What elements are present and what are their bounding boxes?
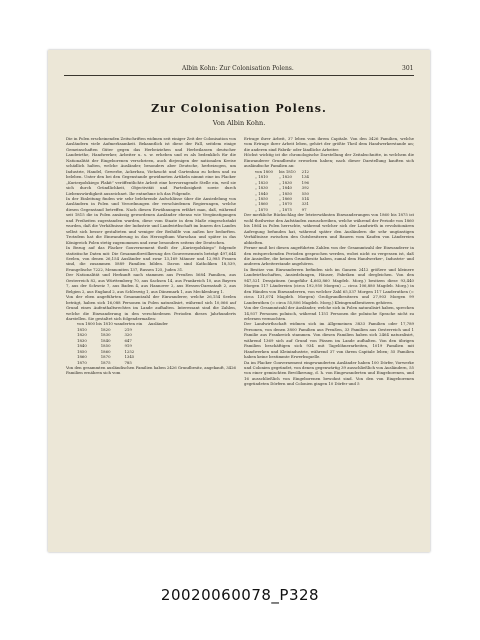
table-cell-to: „ 1860 — [278, 195, 292, 201]
paragraph: Von den gesammten ausländischen Familien haben 2426 Grundbesitz, angekauft, 3426 Familien ernähren sich vom — [66, 365, 236, 376]
paragraph: Der merkliche Rückschlag der letzterwähnten Einwanderungen von 1860 bis 1875 ist wohl theilweise den Aufständen zuzuschreiben, welche während der Periode von 1860 bis 1864 in Polen herrschte, während welcher sich der Landwirth in revolutionären Aufregung befunden hat, während später den Ausländern die sehr ungünstigen Verhältnisse zwischen den Gutsbesitzern und Bauern vom Kaufen von Ländereien abhielten. — [244, 212, 414, 245]
table-cell-from: „ 1870 — [255, 206, 268, 212]
paragraph: Da im Placker Gouvernement eingewanderten Ausländer haben 100 Dörfer, Vorwerke und Colonien gegründet, von denen gegenwärtig 39 ausschließlich von Ausländern, 55 von einer gemischten Bevölkerung, d. h. von Eingewanderten und Eingeborenen, und 16 ausschließlich von Eingeborenen bewohnt sind. Von den von Eingeborenen gegründeten Dörfern und Colonien gingen 10 Dörfer und 5 — [244, 359, 414, 387]
table-cell-from: 1860 — [77, 354, 87, 360]
table-cell-from: „ 1830 — [255, 185, 268, 191]
page-number: 301 — [402, 65, 414, 72]
header-rule — [64, 75, 414, 76]
table-cell-to: bis 1810 — [278, 168, 296, 174]
article-title: Zur Colonisation Polens. — [151, 102, 327, 115]
table-cell-to: 1875 — [100, 359, 111, 365]
table-cell-from: „ 1860 — [255, 201, 268, 207]
table-cell-from: 1840 — [77, 343, 87, 349]
table-intro: von 1800 bis 1810 wanderten ein — [77, 321, 143, 327]
table-cell-value: 219 — [124, 326, 132, 332]
table-cell-to: 1840 — [100, 337, 111, 343]
table-cell-from: 1850 — [77, 348, 87, 354]
paragraph: Ferner muß bei diesen angeführten Zahlen von der Gesammtzahl der Einwanderer in den entsprechenden Perioden gesprochen werden, wobei nicht zu vergessen ist, daß die Ansiedler, die keinen Grundbesitz haben, zumal dem Handwerker-, Industrie- und anderen Arbeiterstande angehören. — [244, 245, 414, 267]
table-cell-from: 1820 — [77, 332, 87, 338]
article-author: Von Albin Kohn. — [212, 119, 266, 127]
table-cell-value: 647 — [124, 337, 132, 343]
paragraph: In Besitze von Einwanderern befinden sich im Ganzen 2412 größere und kleinere Landwirthschaften, Ansiedelungen, Häuser, Fabriken und dergleichen. Von den 947,521 Dessjatinen (ungefähr 4,663,860 Magdeb. Morg.) besitzen diese 93,440 Morgen 117 Ländereien (circa 192,950 Morgen) — circa 106,880 Magdeb. Morg.) in den Händen von Einwanderern, von welcher Zahl 65,537 Morgen 117 Landeruthen (= circa 131,074 Magdeb. Morgen) Großgrundbesitzern und 27,903 Morgen 99 Landeruthen (= circa 55,806 Magdeb. Morg.) Kleingrundbesitzern gehören. — [244, 266, 414, 305]
table-row — [252, 185, 312, 190]
paragraph: In der Einleitung finden wir sehr belehrende Aufschlüsse über die Ansiedelung von Ausländern in Polen und Verordnungen der verschiedenen Regierungen, welche diesen Gegenstand betreffen. Nach diesen Erwähnungen erfährt man, daß, während seit 1815 die in Polen ansässig gewordenen Ausländer ebenso wie Vergünstigungen und Freiheiten zugestanden wurden, diese vom Staate in dem Maße eingeschränkt wurden, daß die Verhältnisse der Industrie und Landwirthschaft im Innern des Landes selbst sich besser gestalteten und weniger der Beihülfe von außen her bedurften. Trotzdem hat die Einwanderung in das Herzogthum Warschau und später in das Königreich Polen stetig zugenommen und zwar besonders seitens der Deutschen. — [66, 195, 236, 245]
table-cell-value: 1345 — [124, 354, 135, 360]
table-cell-to: 1830 — [100, 332, 111, 338]
table-unit: Ausländer — [148, 321, 168, 327]
table-row — [252, 174, 312, 179]
table-cell-to: „ 1820 — [278, 174, 292, 180]
paragraph: Der Nationalität und Herkunft nach stammen aus Preußen 5684 Familien, aus Oesterreich 82, aus Württemberg 70, aus Sachsen 14, aus Frankreich 10, aus Bayern 7, aus der Schweiz 7, aus Baden 4, aus Hannover 2, aus Hessen-Darmstadt 2, aus Belgien 2, aus England 2, aus Schleswig 1, aus Dänemark 1, aus Mecklenburg 1. — [66, 272, 236, 294]
table-cell-from: „ 1850 — [255, 195, 268, 201]
table-cell-value: 785 — [124, 359, 132, 365]
table-cell-value: 97 — [301, 206, 307, 212]
paragraph: Ertrage ihrer Arbeit, 37 leben vom ihrem Capitale. Von den 3426 Familien, welche vom Ertrage ihrer Arbeit leben, gehört der größte Theil dem Handwerkerstande an; die anderen sind Fabrik- oder ländliche Arbeiter. — [244, 136, 414, 152]
table-cell-from: 1830 — [77, 337, 87, 343]
table-cell-from: „ 1810 — [255, 174, 268, 180]
table-cell-to: „ 1830 — [278, 179, 292, 185]
immigration-table — [74, 321, 171, 365]
table-cell-value: 134 — [301, 174, 309, 180]
paragraph: In Bezug auf das Placker Gouvernement theilt der „Kurierpolskiego” folgende statistische Daten mit: Die Gesammtbevölkerung des Gouvernements beträgt 497,644 Seelen, von denen 26,154 Ausländer und zwar 13,169 Männer und 12,985 Frauen sind, die zusammen 5889 Familien bilden. Davon sind Katholiken 18,539, Evangelische 7222, Mennoniten 137, Russen 125, Juden 31. — [66, 245, 236, 272]
table-header-row — [74, 321, 171, 326]
book-page — [48, 50, 430, 552]
table-cell-from: 1870 — [77, 359, 87, 365]
table-cell-to: „ 1875 — [278, 206, 292, 212]
table-cell-value: 320 — [124, 332, 132, 338]
table-cell-to: „ 1840 — [278, 185, 292, 191]
table-cell-from: von 1800 — [255, 168, 273, 174]
table-cell-value: 550 — [301, 190, 309, 196]
table-cell-to: 1850 — [100, 343, 111, 349]
table-cell-to: „ 1850 — [278, 190, 292, 196]
table-cell-value: 514 — [301, 195, 309, 201]
table-cell-from: „ 1820 — [255, 179, 268, 185]
paragraph: Von der eben angeführten Gesammtzahl der Einwanderer, welche 26,154 Seelen beträgt, haben sich 16,088 Personen in Polen naturalisirt, während sich 10,066 auf Grund eines Aufenthaltsrechtes im Lande aufhalten. Interessant sind die Zahlen, welche die Einwanderung in den verschiedenen Perioden dieses Jahrhunderts darstellen. Sie gestaltet sich folgendermaßen: — [66, 294, 236, 321]
table-cell-from: „ 1840 — [255, 190, 268, 196]
table-cell-value: 212 — [301, 168, 309, 174]
paragraph: Die in Polen erscheinenden Zeitschriften widmen seit einiger Zeit der Colonisation von Ausländern viele Aufmerksamkeit. Bekanntlich ist diese der Fall, seitdem einige Gemeinschaften Güter gegen das Herbeiziehen und Herbeilassen deutscher Landwirthe, Handwerker, Arbeiter u. s. w. erheben und es als bedenklich für die Nationalität der Eingeborenen verschrieen, auch diejenigen der nationalen Kreise schädlich halten, welche Ausländer, besonders aber Deutsche, herbeizogen, um Industrie, Handel, Gewerbe, Ackerbau, Viehzucht und Gartenbau zu heben und zu beleben. Unter den bei den Gegenstande gewidmeten Artikeln nimmt eine im Placker „Kurierpolskiego Plakit” veröffentlichte Arbeit eine hervorragende Stelle ein, weil sie sich durch Gründlichkeit, Objectivität und Parteilosigkeit sowie durch Liebenswürdigkeit auszeichnet. Ihr entnehme ich das Folgende. — [66, 136, 236, 196]
table-cell-value: 392 — [301, 185, 309, 191]
running-head: Albin Kohn: Zur Colonisation Polens. — [182, 65, 294, 72]
table-cell-to: 1820 — [100, 326, 111, 332]
table-cell-to: 1870 — [100, 354, 111, 360]
image-caption: 20020060078_P328 — [160, 586, 320, 604]
right-column — [244, 136, 414, 387]
table-cell-value: 919 — [124, 343, 132, 349]
left-column — [66, 136, 236, 376]
paragraph: Der Landwirthschaft widmen sich im Allgemeinen 3833 Familien oder 17,789 Personen, von denen 3800 Familien aus Preußen, 33 Familien aus Oesterreich und 1 Familie aus Frankreich stammen. Von diesen Familien haben sich 2464 naturalisirt, während 1369 sich auf Grund von Pässen im Lande aufhalten. Von den übrigen Familien beschäftigen sich 934 mit Tagelöhnerarbeiten, 1019 Familien mit Handwerken und Kleinindustrie, während 37 von ihrem Capitale leben; 55 Familien haben keine bestimmte Erwerbsquelle. — [244, 321, 414, 360]
table-cell-value: 196 — [301, 179, 309, 185]
land-purchase-table — [252, 169, 312, 213]
table-cell-from: 1810 — [77, 326, 87, 332]
table-cell-value: 1252 — [124, 348, 135, 354]
table-cell-to: 1860 — [100, 348, 111, 354]
table-cell-to: „ 1870 — [278, 201, 292, 207]
paragraph: Von der Gesammtzahl der Ausländer, welche sich in Polen naturalisirt haben, sprechen 14,937 Personen polnisch, während 1151 Personen die polnische Sprache nicht zu erlernen vermochten. — [244, 305, 414, 321]
table-cell-value: 331 — [301, 201, 309, 207]
paragraph: Höchst wichtig ist die chronologische Darstellung der Zeitabschnitte, in welchem die Einwanderer Grundbesitz erworben haben; nach dieser Darstellung kauften sich ausländische Familien an: — [244, 152, 414, 169]
